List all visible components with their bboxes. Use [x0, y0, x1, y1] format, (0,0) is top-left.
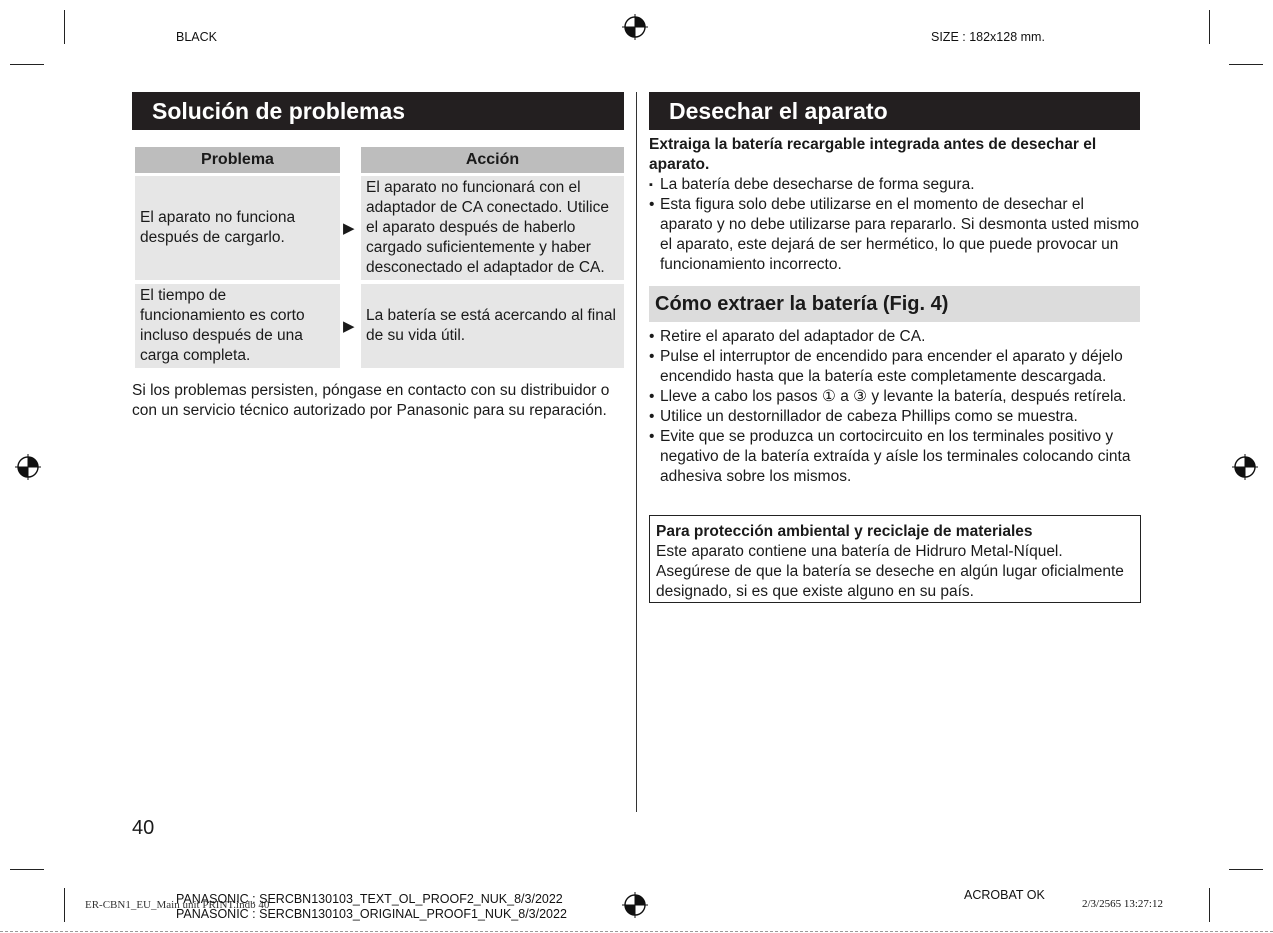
- slug-file: ER-CBN1_EU_Main unit PRINT.indb 40: [85, 899, 270, 911]
- crop-mark: [64, 10, 65, 44]
- table-header-action: Acción: [361, 147, 624, 173]
- registration-mark-icon: [15, 454, 41, 480]
- table-row-2-problem: El tiempo de funcionamiento es corto incluso después de una carga completa.: [135, 284, 340, 368]
- list-item: • Esta figura solo debe utilizarse en el momento de desechar el aparato y no debe utilizarse para repararlo. Si desmonta usted mismo el aparato, este dejará de ser hermético, lo que puede provocar un funcionamiento incorrecto.: [649, 195, 1140, 275]
- subsection-title-battery-removal: Cómo extraer la batería (Fig. 4): [649, 286, 1140, 322]
- arrow-right-icon: ▶: [343, 318, 355, 335]
- crop-mark: [10, 64, 44, 65]
- slug-proof-2: PANASONIC : SERCBN130103_ORIGINAL_PROOF1_NUK_8/3/2022: [176, 907, 567, 921]
- acrobat-ok: ACROBAT OK: [964, 888, 1045, 902]
- list-item: ▪ La batería debe desecharse de forma segura.: [649, 175, 1140, 195]
- registration-mark-icon: [622, 14, 648, 40]
- arrow-right-icon: ▶: [343, 220, 355, 237]
- color-label: BLACK: [176, 30, 217, 44]
- size-label: SIZE : 182x128 mm.: [931, 30, 1045, 44]
- registration-mark-icon: [622, 892, 648, 918]
- environment-notice-text: Este aparato contiene una batería de Hidruro Metal-Níquel. Asegúrese de que la batería se deseche en algún lugar oficialmente designado, si es que existe alguno en su país.: [656, 543, 1124, 600]
- table-row-1-problem: El aparato no funciona después de cargarlo.: [135, 176, 340, 280]
- environment-notice-box: [649, 515, 1141, 603]
- list-item: • Pulse el interruptor de encendido para encender el aparato y déjelo encendido hasta que la batería este completamente descargada.: [649, 347, 1140, 387]
- page-number: 40: [132, 817, 155, 839]
- registration-mark-icon: [1232, 454, 1258, 480]
- battery-removal-steps: [649, 327, 1140, 487]
- section-title-disposal: Desechar el aparato: [649, 92, 1140, 130]
- table-row-2-action: La batería se está acercando al final de su vida útil.: [361, 284, 624, 368]
- trim-line: [0, 931, 1273, 932]
- crop-mark: [1229, 869, 1263, 870]
- column-divider: [636, 92, 637, 812]
- crop-mark: [1209, 10, 1210, 44]
- list-item: • Retire el aparato del adaptador de CA.: [649, 327, 1140, 347]
- list-item: • Utilice un destornillador de cabeza Phillips como se muestra.: [649, 407, 1140, 427]
- disposal-intro: Extraiga la batería recargable integrada antes de desechar el aparato.: [649, 136, 1097, 173]
- slug-proof-1: PANASONIC : SERCBN130103_TEXT_OL_PROOF2_NUK_8/3/2022: [176, 892, 563, 906]
- datetime-stamp: 2/3/2565 13:27:12: [1082, 898, 1163, 910]
- environment-notice-title: Para protección ambiental y reciclaje de materiales: [656, 523, 1033, 540]
- crop-mark: [1229, 64, 1263, 65]
- table-header-problem: Problema: [135, 147, 340, 173]
- crop-mark: [10, 869, 44, 870]
- crop-mark: [64, 888, 65, 922]
- section-title-troubleshooting: Solución de problemas: [132, 92, 624, 130]
- troubleshooting-footnote: Si los problemas persisten, póngase en contacto con su distribuidor o con un servicio técnico autorizado por Panasonic para su reparación.: [132, 382, 610, 419]
- list-item: • Evite que se produzca un cortocircuito en los terminales positivo y negativo de la batería extraída y aísle los terminales colocando cinta adhesiva sobre los mismos.: [649, 427, 1140, 487]
- disposal-bullets: [649, 175, 1140, 275]
- table-row-1-action: El aparato no funcionará con el adaptador de CA conectado. Utilice el aparato después de haberlo cargado suficientemente y haber desconectado el adaptador de CA.: [361, 176, 624, 280]
- list-item: • Lleve a cabo los pasos ① a ③ y levante la batería, después retírela.: [649, 387, 1140, 407]
- crop-mark: [1209, 888, 1210, 922]
